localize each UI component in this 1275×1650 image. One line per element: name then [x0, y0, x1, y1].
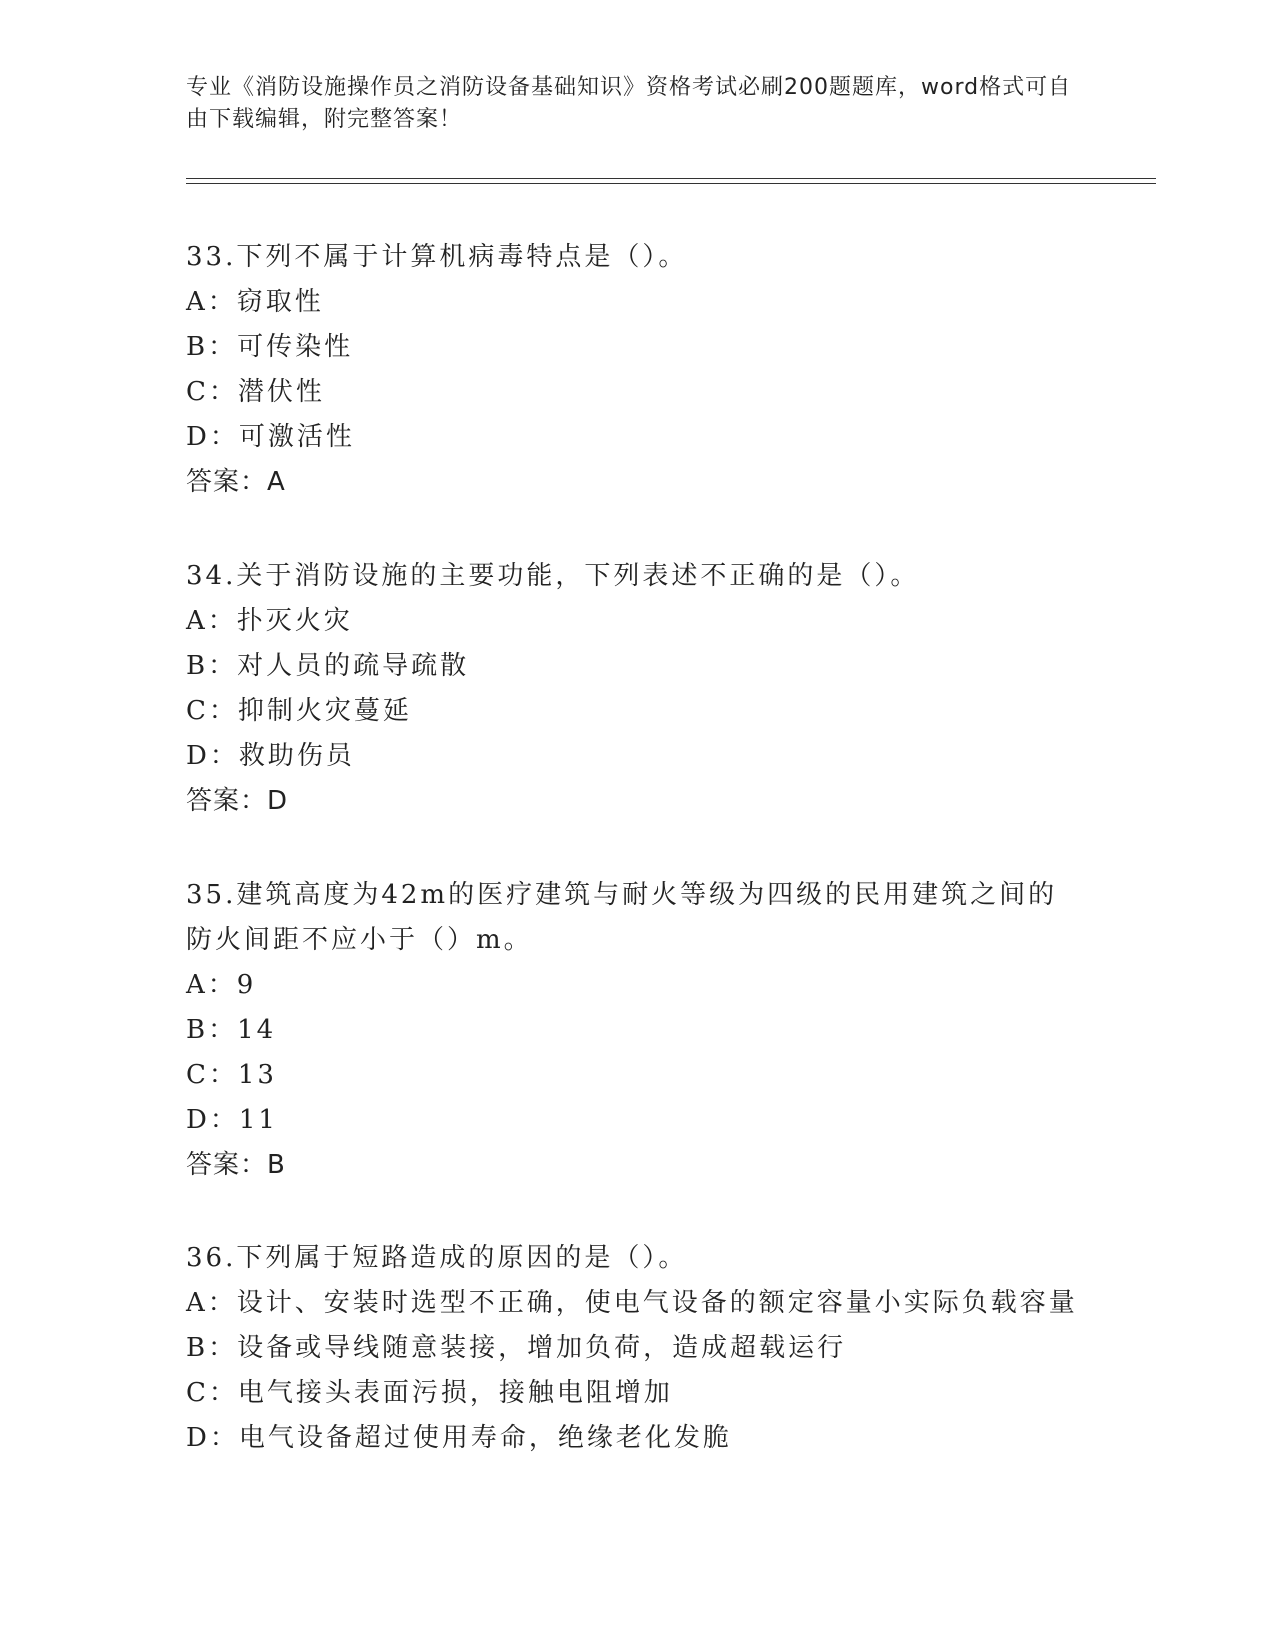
- option-d: D：11: [186, 1105, 278, 1135]
- question-35: [186, 873, 1086, 1188]
- option-a: A：扑灭火灾: [186, 606, 353, 636]
- answer-text: 答案：A: [186, 467, 286, 497]
- header-divider-bottom: [186, 183, 1156, 184]
- question-33: [186, 235, 1086, 505]
- option-b: B：可传染性: [186, 332, 354, 362]
- answer-text: 答案：B: [186, 1150, 286, 1180]
- question-stem: 34.关于消防设施的主要功能，下列表述不正确的是（）。: [186, 561, 920, 591]
- option-c: C：抑制火灾蔓延: [186, 696, 412, 726]
- option-c: C：电气接头表面污损，接触电阻增加: [186, 1378, 673, 1408]
- option-a: A：窃取性: [186, 287, 324, 317]
- option-a: A：9: [186, 970, 257, 1000]
- option-d: D：电气设备超过使用寿命，绝缘老化发脆: [186, 1423, 732, 1453]
- header-divider-top: [186, 178, 1156, 179]
- option-a: A：设计、安装时选型不正确，使电气设备的额定容量小实际负载容量: [186, 1288, 1078, 1318]
- question-34: [186, 554, 1086, 824]
- document-header: 专业《消防设施操作员之消防设备基础知识》资格考试必刷200题题库，word格式可自由下载编辑，附完整答案！: [186, 75, 1072, 132]
- option-d: D：可激活性: [186, 422, 355, 452]
- option-b: B：对人员的疏导疏散: [186, 651, 470, 681]
- answer-text: 答案：D: [186, 786, 289, 816]
- question-36: [186, 1236, 1086, 1461]
- option-c: C：13: [186, 1060, 277, 1090]
- option-c: C：潜伏性: [186, 377, 325, 407]
- question-stem: 36.下列属于短路造成的原因的是（）。: [186, 1243, 688, 1273]
- question-stem: 35.建筑高度为42m的医疗建筑与耐火等级为四级的民用建筑之间的防火间距不应小于（）m。: [186, 880, 1058, 955]
- option-b: B：设备或导线随意装接，增加负荷，造成超载运行: [186, 1333, 847, 1363]
- option-b: B：14: [186, 1015, 277, 1045]
- question-stem: 33.下列不属于计算机病毒特点是（）。: [186, 242, 688, 272]
- option-d: D：救助伤员: [186, 741, 355, 771]
